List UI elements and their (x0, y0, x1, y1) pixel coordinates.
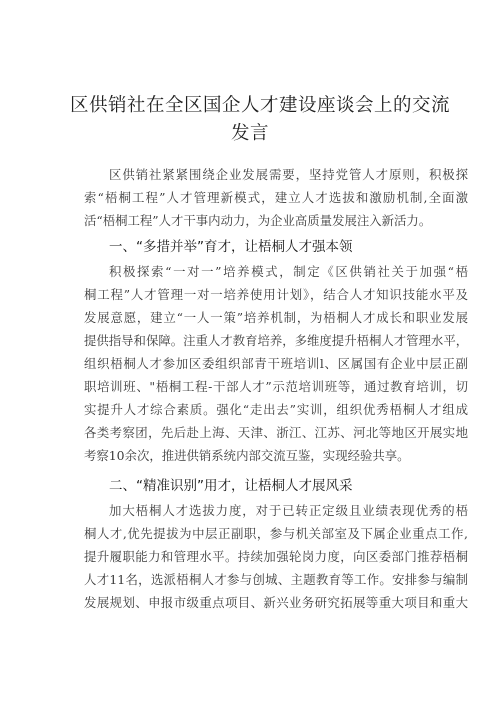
paragraph-line: 积极探索“一对一”培养模式，制定《区供销社关于加强“梧 (109, 264, 468, 279)
paragraph-line: 区供销社紧紧围绕企业发展需要，坚持党管人才原则，积极探 (109, 167, 468, 182)
paragraph-line: 发展规划、申报市级重点项目、新兴业务研究拓展等重大项目和重大 (84, 595, 468, 610)
document-title-line-2: 发言 (230, 123, 269, 144)
section-heading-1: 一、“多措并举”育才，让梧桐人才强本领 (109, 239, 353, 255)
paragraph-line: 发展意愿，建立“一人一策”培养机制，为梧桐人才成长和职业发展 (84, 310, 468, 325)
paragraph-line: 活“梧桐工程”人才干事内动力，为企业高质量发展注入新活力。 (84, 213, 432, 228)
paragraph-line: 实提升人才综合素质。强化“走出去”实训，组织优秀梧桐人才组成 (84, 402, 468, 417)
paragraph-line: 桐人才,优先提拔为中层正副职，参与机关部室及下属企业重点工作, (84, 526, 468, 541)
paragraph-line: 人才11名，选派梧桐人才参与创城、主题教育等工作。安排参与编制 (84, 572, 468, 587)
paragraph-line: 桐工程”人才管理一对一培养使用计划》，结合人才知识技能水平及 (84, 287, 468, 302)
document-title-line-1: 区供销社在全区国企人才建设座谈会上的交流 (70, 95, 451, 116)
paragraph-line: 提供指导和保障。注重人才教育培养，多维度提升梧桐人才管理水平， (84, 333, 469, 348)
paragraph-line: 加大梧桐人才选拔力度，对于已转正定级且业绩表现优秀的梧 (109, 503, 468, 518)
paragraph-line: 索“梧桐工程”人才管理新模式，建立人才选拔和激励机制,全面激 (84, 190, 468, 205)
paragraph-line: 组织梧桐人才参加区委组织部青干班培训l、区属国有企业中层正副 (84, 356, 468, 371)
paragraph-line: 职培训班、"梧桐工程-干部人才”示范培训班等，通过教育培训，切 (84, 379, 468, 394)
paragraph-line: 考察10余次，推进供销系统内部交流互鉴，实现经验共享。 (84, 448, 410, 463)
section-heading-2: 二、“精准识别”用才，让梧桐人才展风采 (109, 478, 353, 494)
paragraph-line: 各类考察团，先后赴上海、天津、浙江、江苏、河北等地区开展实地 (84, 425, 468, 440)
paragraph-line: 提升履职能力和管理水平。持续加强轮岗力度，向区委部门推荐梧桐 (84, 549, 468, 564)
